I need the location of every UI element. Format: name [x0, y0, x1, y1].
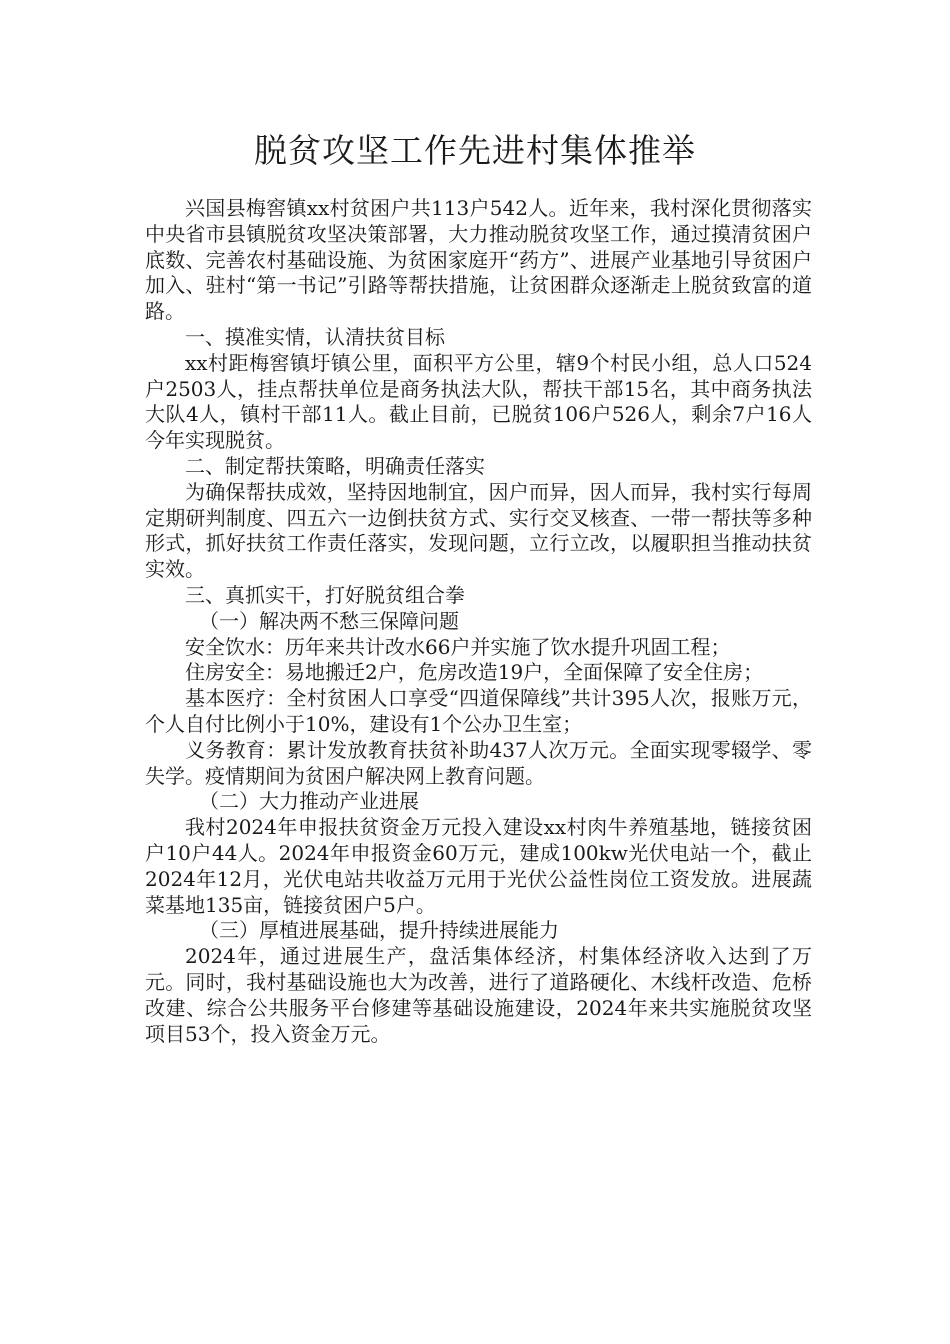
- section-1-paragraph: xx村距梅窖镇圩镇公里，面积平方公里，辖9个村民小组，总人口524户2503人，挂点帮扶单位是商务执法大队，帮扶干部15名，其中商务执法大队4人，镇村干部11人。截止目前，已脱贫106户526人，剩余7户16人今年实现脱贫。: [145, 350, 812, 453]
- document-body: [145, 196, 812, 1047]
- subsection-heading-3: （三）厚植进展基础，提升持续进展能力: [199, 918, 559, 943]
- foundation-paragraph: 2024年，通过进展生产，盘活集体经济，村集体经济收入达到了万元。同时，我村基础设施也大为改善，进行了道路硬化、木线杆改造、危桥改建、综合公共服务平台修建等基础设施建设，2024年来共实施脱贫攻坚项目53个，投入资金万元。: [145, 944, 812, 1046]
- intro-paragraph: 兴国县梅窖镇xx村贫困户共113户542人。近年来，我村深化贯彻落实中央省市县镇脱贫攻坚决策部署，大力推动脱贫攻坚工作，通过摸清贫困户底数、完善农村基础设施、为贫困家庭开“药方”、进展产业基地引导贫困户加入、驻村“第一书记”引路等帮扶措施，让贫困群众逐渐走上脱贫致富的道路。: [145, 196, 812, 324]
- section-heading-1: 一、摸准实情，认清扶贫目标: [185, 324, 445, 349]
- section-2-paragraph: 为确保帮扶成效，坚持因地制宜，因户而异，因人而异，我村实行每周定期研判制度、四五六一边倒扶贫方式、实行交叉核查、一带一帮扶等多种形式，抓好扶贫工作责任落实，发现问题，立行立改，以履职担当推动扶贫实效。: [145, 479, 812, 582]
- section-heading-2: 二、制定帮扶策略，明确责任落实: [185, 453, 485, 478]
- industry-paragraph: 我村2024年申报扶贫资金万元投入建设xx村肉牛养殖基地，链接贫困户10户44人。2024年申报资金60万元，建成100kw光伏电站一个，截止2024年12月，光伏电站共收益万元用于光伏公益性岗位工资发放。进展蔬菜基地135亩，链接贫困户5户。: [145, 815, 812, 917]
- medical-paragraph: 基本医疗：全村贫困人口享受“四道保障线”共计395人次，报账万元，个人自付比例小于10%，建设有1个公办卫生室；: [145, 686, 812, 736]
- subsection-heading-1: （一）解决两不愁三保障问题: [199, 608, 459, 633]
- education-paragraph: 义务教育：累计发放教育扶贫补助437人次万元。全面实现零辍学、零失学。疫情期间为贫困户解决网上教育问题。: [145, 737, 812, 788]
- section-heading-3: 三、真抓实干，打好脱贫组合拳: [185, 582, 465, 607]
- document-title: 脱贫攻坚工作先进村集体推举: [254, 131, 696, 170]
- drinking-water-paragraph: 安全饮水：历年来共计改水66户并实施了饮水提升巩固工程；: [185, 634, 731, 659]
- housing-paragraph: 住房安全：易地搬迁2户，危房改造19户，全面保障了安全住房；: [185, 660, 764, 685]
- subsection-heading-2: （二）大力推动产业进展: [199, 789, 419, 814]
